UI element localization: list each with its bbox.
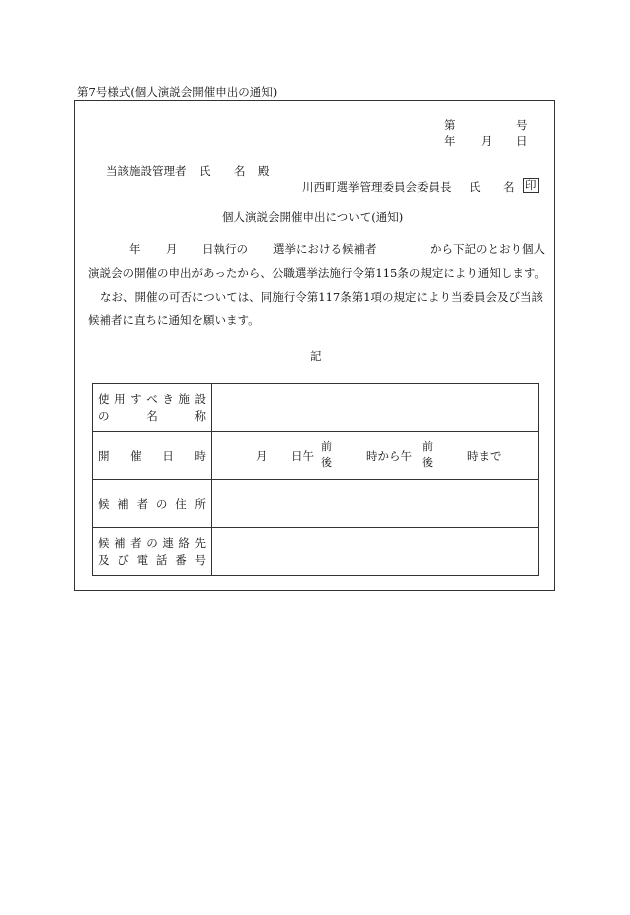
para1-month: 月 bbox=[166, 242, 178, 256]
sender-mei: 名 bbox=[503, 180, 515, 194]
seal-mark: 印 bbox=[525, 178, 537, 192]
ki-mark: 記 bbox=[310, 349, 322, 363]
contact-label-line2: 及 び 電 話 番 号 bbox=[98, 552, 206, 567]
form-title: 第7号様式(個人演説会開催申出の通知) bbox=[77, 85, 278, 99]
facility-label-line2: の 名 称 bbox=[98, 408, 206, 423]
date-day: 日 bbox=[516, 134, 528, 148]
para1-line2: 演説会の開催の申出があったから、公職選挙法施行令第115条の規定により通知します。 bbox=[88, 266, 546, 280]
date-month: 月 bbox=[481, 134, 493, 148]
addressee-mei: 名 bbox=[234, 164, 246, 178]
para1-election: 選挙における候補者 bbox=[273, 242, 377, 256]
contact-label bbox=[93, 528, 212, 576]
datetime-value-cell[interactable] bbox=[212, 432, 539, 480]
time-month: 月 bbox=[256, 449, 268, 463]
table-row-contact bbox=[93, 528, 539, 576]
details-table bbox=[92, 383, 539, 576]
address-value-cell[interactable] bbox=[212, 480, 539, 528]
time-until: 時まで bbox=[467, 449, 502, 463]
para1-day: 日執行の bbox=[202, 242, 248, 256]
time-from: 時から午 bbox=[366, 449, 412, 463]
time-day-am: 日午 bbox=[291, 449, 314, 463]
addressee-honorific: 殿 bbox=[258, 164, 270, 178]
table-row-address bbox=[93, 480, 539, 528]
subject: 個人演説会開催申出について(通知) bbox=[222, 210, 404, 224]
addressee-shi: 氏 bbox=[199, 164, 211, 178]
contact-value-cell[interactable] bbox=[212, 528, 539, 576]
time-ampm-2: 前 後 bbox=[422, 440, 433, 469]
para2-line1: なお、開催の可否については、同施行令第117条第1項の規定により当委員会及び当該 bbox=[100, 290, 544, 304]
facility-label-line1: 使 用 す べ き 施 設 bbox=[98, 391, 206, 406]
para1-year: 年 bbox=[129, 242, 141, 256]
facility-label bbox=[93, 384, 212, 432]
facility-value-cell[interactable] bbox=[212, 384, 539, 432]
number-prefix: 第 bbox=[444, 118, 456, 132]
datetime-label: 開 催 日 時 bbox=[93, 432, 212, 480]
table-row-facility bbox=[93, 384, 539, 432]
number-suffix: 号 bbox=[516, 118, 528, 132]
address-label: 候 補 者 の 住 所 bbox=[93, 480, 212, 528]
sender-shi: 氏 bbox=[469, 180, 481, 194]
contact-label-line1: 候 補 者 の 連 絡 先 bbox=[98, 535, 206, 550]
date-year: 年 bbox=[444, 134, 456, 148]
sender-title: 川西町選挙管理委員会委員長 bbox=[302, 180, 452, 194]
table-row-datetime bbox=[93, 432, 539, 480]
addressee-role: 当該施設管理者 bbox=[106, 164, 187, 178]
time-ampm-1: 前 後 bbox=[321, 440, 332, 469]
para1-tail: から下記のとおり個人 bbox=[430, 242, 545, 256]
para2-line2: 候補者に直ちに通知を願います。 bbox=[88, 313, 260, 327]
